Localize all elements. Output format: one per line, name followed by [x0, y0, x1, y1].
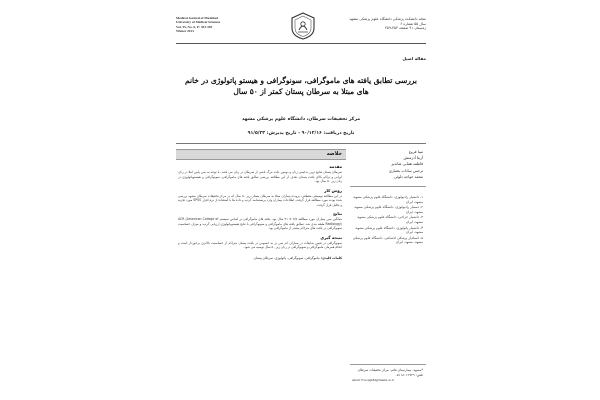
abstract-section-heading: روش کار	[324, 187, 342, 193]
correspondence-email[interactable]: email: ForoughM@mums.ac.ir	[352, 377, 395, 382]
author-list	[350, 149, 426, 180]
affiliation-item: ۲- دستیار رادیولوژی، دانشگاه علوم پزشکی مشهد، مشهد، ایران	[353, 205, 423, 214]
university-logo-icon	[289, 12, 317, 40]
keywords-value: ماموگرافی، سونوگرافی، پاتولوژی، سرطان پستان	[253, 255, 320, 260]
author-name: مینا فروغ	[408, 150, 423, 154]
journal-line: زمستان ۹۱ صفحه ۳۵۳-۳۵۹	[385, 26, 426, 31]
abstract-header: خلاصه	[176, 149, 346, 160]
affiliation-item: ۴- دانشیار پاتولوژی، دانشگاه علوم پزشکی مشهد، مشهد، ایران	[354, 225, 423, 235]
abstract-section-heading: نتیجه گیری	[320, 234, 342, 240]
author-affiliations	[350, 195, 426, 245]
sidebar-divider	[350, 186, 426, 187]
journal-line: سال ۵۵ شماره ۶	[400, 21, 426, 26]
header-divider	[176, 43, 426, 44]
authors-sidebar	[350, 149, 426, 394]
affiliation-item: ۱- دانشیار رادیولوژی، دانشگاه علوم پزشکی مشهد، مشهد، ایران	[352, 195, 423, 204]
abstract-section-text: میانگین سن بیماران مورد مطالعه ۳/۸ ± ۴۱ سال بود. یافته های ماموگرافی بر اساس سیستم ACR (American College of Radiology) طبقه بندی شد. تطابق یافته های ماموگرافی و سونوگرافی با نتایج هیستوپاتولوژی ارزیابی گردید و میزان حساسیت سونوگرافی در بافت های متراکم بیشتر از ماموگرافی بود.	[178, 217, 342, 230]
abstract-section-heading: مقدمه	[329, 164, 342, 169]
author-name: فاطمه همایی شاندیز	[391, 162, 423, 167]
article-title: بررسی تطابق یافته های ماموگرافی، سونوگرافی و هیستو پاتولوژی در خانم های مبتلا به سرطان پستان کمتر از ۵۰ سال	[185, 76, 417, 96]
article-page	[176, 8, 426, 394]
abstract-section-text: سونوگرافی در تعیین ضایعات در بیماران کم سن تر به خصوص در بافت پستان متراکم از حساسیت بالاتری برخوردار است و انجام همزمان ماموگرافی و سونوگرافی در زنان زیر ۵۰ سال توصیه می شود.	[178, 240, 342, 249]
journal-line: Medical Journal of Mashhad	[176, 16, 218, 20]
journal-line: Vol. 55, No. 6, P: 353-359	[176, 24, 213, 29]
section-divider	[176, 143, 426, 144]
author-name: آزیتا آذرمنش	[403, 156, 423, 161]
keywords-label: کلمات کلیدی:	[320, 255, 342, 260]
abstract-section-text: در این مطالعه توصیفی مقطعی، پرونده بیماران مبتلا به سرطان پستان زیر ۵۰ سال که در مرکز تحقیقات سرطان مشهد بررسی شده بودند مورد مطالعه قرار گرفت. اطلاعات بیماران وارد پرسشنامه گردید و داده ها با استفاده از نرم افزار SPSS مورد تجزیه و تحلیل قرار گرفت.	[178, 193, 342, 207]
journal-line: University of Medical Sciences	[176, 20, 221, 25]
affiliation-item: ۵- استادیار پزشکی اجتماعی، دانشگاه علوم پزشکی مشهد، مشهد، ایران	[352, 235, 423, 245]
keywords-line	[178, 256, 342, 261]
abstract-section-text: سرطان پستان شایع ترین بدخیمی زنان و دومین علت مرگ ناشی از سرطان در زنان می باشد. با توجه به سن پایین ابتلا در زنان ایرانی و تراکم بالای بافت پستان، هدف از این مطالعه بررسی تطابق یافته های ماموگرافی، سونوگرافی و هیستوپاتولوژی در زنان زیر ۵۰ سال بود.	[178, 170, 342, 183]
journal-line: مجله دانشکده پزشکی دانشگاه علوم پزشکی مشهد	[349, 17, 426, 21]
affiliation-item: ۳- دانشیار جراحی، دانشگاه علوم پزشکی مشهد، مشهد، ایران	[356, 215, 423, 224]
abstract-box	[176, 149, 346, 384]
received-accepted-dates: تاریخ دریافت: ۹۰/۱۲/۱۶ - تاریخ پذیرش: ۹۱/۵/۲۳	[247, 131, 355, 136]
correspondence-box	[350, 364, 426, 382]
journal-line: Winter 2013	[176, 29, 194, 34]
journal-info-fa	[348, 17, 426, 31]
abstract-section-heading: نتایج	[332, 211, 342, 216]
article-type-label: مقاله اصیل	[402, 56, 426, 61]
correspondence-phone: تلفن: ۰۵۱۱۸۰۱۲۷۲۹	[395, 372, 423, 377]
journal-info-en	[176, 16, 242, 34]
author-name: محمد خواجه دلوئی	[393, 174, 423, 179]
affiliation-line: مرکز تحقیقات سرطان، دانشگاه علوم پزشکی مشهد	[241, 117, 361, 122]
correspondence-address: *مشهد، بیمارستان قائم، مرکز تحقیقات سرطان	[357, 368, 423, 372]
author-name: نرجس سادات بختیاری	[388, 168, 423, 173]
